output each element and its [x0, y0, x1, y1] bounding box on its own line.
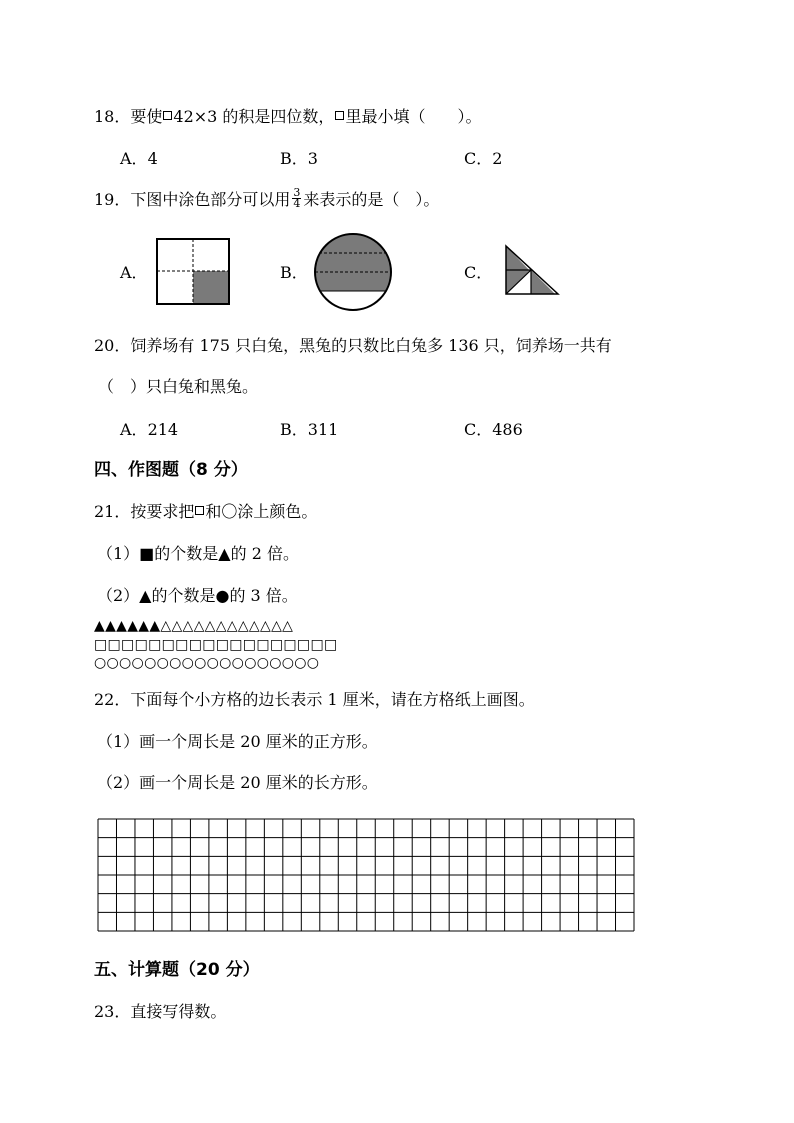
- figure-square-quarter-shaded[interactable]: [155, 237, 231, 306]
- question-23: [94, 1002, 226, 1022]
- question-21: [94, 502, 317, 522]
- question-22: [94, 690, 535, 710]
- circle-row[interactable]: ○○○○○○○○○○○○○○○○○○: [94, 655, 320, 671]
- blank-square-icon: [163, 111, 172, 120]
- option-a[interactable]: A．: [120, 263, 148, 282]
- shaded-region: [313, 232, 393, 291]
- question-number: 23．: [94, 1002, 131, 1021]
- option-c[interactable]: C．: [464, 263, 493, 282]
- sub-question-1: （1）画一个周长是 20 厘米的正方形。: [97, 732, 378, 751]
- fraction-three-quarters: $\frac{3}{4}$: [293, 186, 301, 210]
- question-19: [94, 186, 440, 211]
- square-icon: [195, 506, 204, 515]
- question-text: 来表示的是（ ）。: [303, 190, 440, 209]
- question-text: 里最小填（ ）。: [345, 107, 482, 126]
- question-text: 饲养场有 175 只白兔，黑兔的只数比白兔多 136 只，饲养场一共有: [130, 336, 612, 355]
- question-number: 18．: [94, 107, 131, 126]
- question-20: [94, 336, 612, 356]
- question-20-line2: （ ）只白兔和黑兔。: [98, 377, 259, 396]
- option-c[interactable]: C．2: [464, 149, 503, 168]
- question-text: 按要求把: [130, 502, 195, 521]
- grid-paper[interactable]: [97, 818, 635, 932]
- question-number: 19．: [94, 190, 131, 209]
- sub-question-2: （2）画一个周长是 20 厘米的长方形。: [97, 773, 378, 792]
- shaded-region: [193, 271, 229, 304]
- question-number: 22．: [94, 690, 131, 709]
- question-text: 42×3 的积是四位数，: [173, 107, 335, 126]
- triangle-row[interactable]: ▲▲▲▲▲▲△△△△△△△△△△△△: [94, 618, 294, 634]
- option-a[interactable]: A．4: [120, 149, 158, 168]
- figure-circle-shaded[interactable]: [313, 232, 393, 312]
- question-text: 要使: [130, 107, 163, 126]
- question-text: 下面每个小方格的边长表示 1 厘米，请在方格纸上画图。: [130, 690, 535, 709]
- option-c[interactable]: C．486: [464, 420, 523, 439]
- question-18: [94, 107, 481, 127]
- figure-triangle-shaded[interactable]: [503, 243, 563, 297]
- sub-question-1: （1）■的个数是▲的 2 倍。: [97, 544, 299, 563]
- question-number: 20．: [94, 336, 131, 355]
- question-text: 下图中涂色部分可以用: [130, 190, 291, 209]
- square-row[interactable]: □□□□□□□□□□□□□□□□□□: [94, 637, 338, 653]
- option-b[interactable]: B．311: [280, 420, 339, 439]
- option-b[interactable]: B．: [280, 263, 308, 282]
- section-title: 四、作图题（8 分）: [94, 460, 248, 480]
- blank-square-icon: [335, 111, 344, 120]
- question-text: 和〇涂上颜色。: [205, 502, 318, 521]
- question-text: 直接写得数。: [130, 1002, 227, 1021]
- question-number: 21．: [94, 502, 131, 521]
- section-title: 五、计算题（20 分）: [94, 960, 260, 980]
- sub-question-2: （2）▲的个数是●的 3 倍。: [97, 586, 298, 605]
- option-b[interactable]: B．3: [280, 149, 318, 168]
- option-a[interactable]: A．214: [120, 420, 179, 439]
